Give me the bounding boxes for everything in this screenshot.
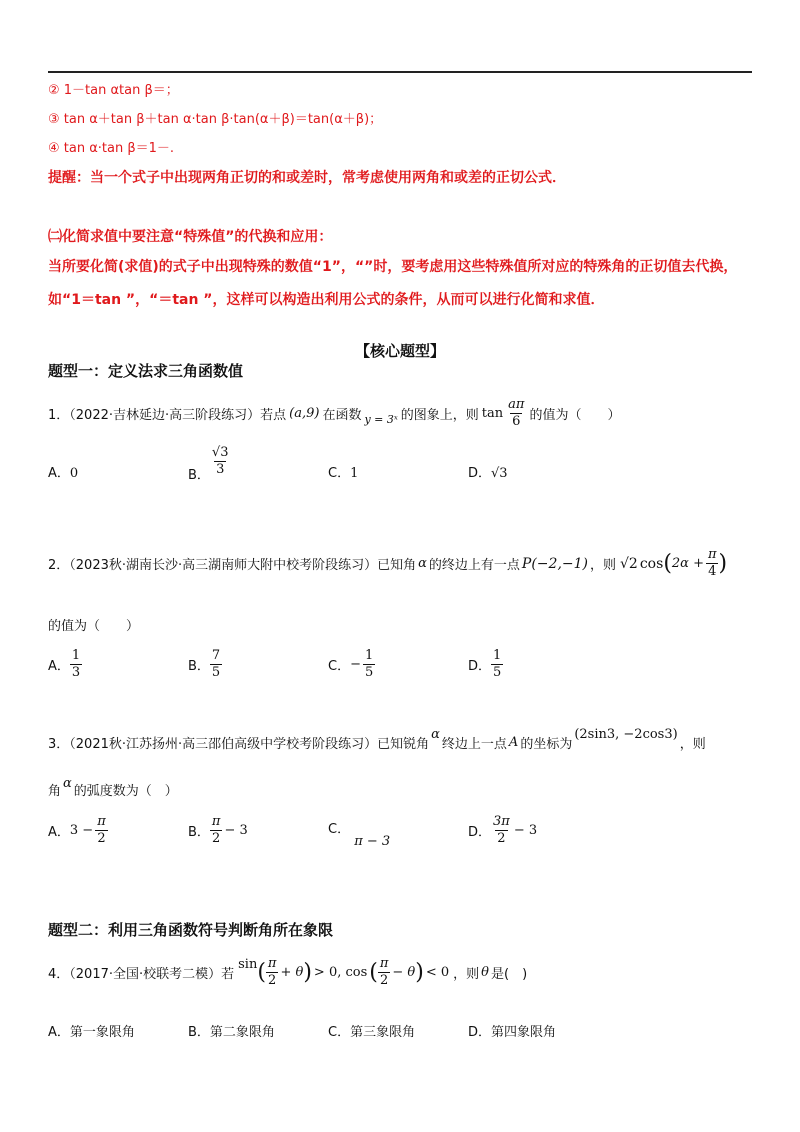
frac-num: 1	[364, 648, 374, 663]
q2-point: P(−2,−1)	[521, 555, 588, 572]
q4-lparen-1: (	[257, 960, 266, 985]
option-label: A．	[48, 825, 70, 840]
q3-option-b[interactable]	[188, 814, 248, 847]
formula-line-2: ② 1－tan αtan β＝；	[48, 83, 179, 98]
q4-rparen-2: )	[415, 960, 424, 985]
q1-mid: 在函数	[322, 408, 362, 423]
frac-num: π	[97, 814, 106, 829]
q1-frac-den: 6	[512, 414, 521, 429]
q2-cos: cos	[639, 555, 664, 572]
option-after: − 3	[513, 823, 538, 838]
option-label: C．	[328, 466, 351, 481]
q2-option-d[interactable]	[468, 648, 503, 681]
reminder-text: 提醒：当一个式子中出现两角正切的和或差时，常考虑使用两角和或差的正切公式．	[48, 170, 566, 186]
frac-num: √3	[211, 445, 229, 460]
frac-den: 3	[216, 462, 225, 477]
q1-prefix: 1．（2022·吉林延边·高三阶段练习）若点	[48, 408, 287, 423]
question-1	[48, 397, 620, 430]
q3-line-2	[48, 776, 178, 799]
option-fraction	[210, 814, 223, 847]
q4-option-a[interactable]	[48, 1021, 135, 1040]
q1-option-d[interactable]	[468, 462, 508, 481]
q1-func: y = 3ˣ	[364, 413, 398, 426]
option-label: B．	[188, 825, 210, 840]
q2-frac-num: π	[707, 547, 717, 562]
special-value-line-2: 如“1＝tan ”，“＝tan ”，这样可以构造出利用公式的条件，从而可以进行化简和求值．	[48, 292, 605, 308]
q3-option-d[interactable]	[468, 814, 537, 847]
q4-sin: sin	[238, 957, 258, 972]
q4-prefix: 4．（2017·全国·校联考二模）若	[48, 967, 235, 982]
option-label: C．	[328, 822, 351, 837]
q3-line2-a: 角	[48, 784, 62, 799]
option-label: A．	[48, 1025, 70, 1040]
header-rule	[48, 71, 752, 73]
option-value: 1	[350, 466, 359, 481]
q2-mid: 的终边上有一点	[428, 558, 520, 573]
option-before: 3 −	[69, 823, 94, 838]
q2-frac	[706, 547, 719, 580]
option-value: √3	[491, 466, 508, 481]
option-label: C．	[328, 659, 351, 674]
q3-line2-alpha: α	[63, 776, 72, 791]
frac-den: 2	[97, 831, 106, 846]
option-label: B．	[188, 1025, 210, 1040]
q3-suffix: ，则	[679, 737, 706, 752]
frac-den: 5	[493, 665, 502, 680]
q4-cos-tail: − θ	[392, 965, 416, 980]
option-fraction	[491, 814, 512, 847]
option-label: A．	[48, 466, 70, 481]
frac-num: 7	[211, 648, 221, 663]
frac-num: 3π	[493, 814, 510, 829]
formula-line-3: ③ tan α＋tan β＋tan α·tan β·tan(α＋β)＝tan(α＋β)；	[48, 112, 383, 127]
q2-prefix: 2．（2023秋·湖南长沙·高三湖南师大附中校考阶段练习）已知角	[48, 558, 417, 573]
q4-end: < 0	[425, 965, 450, 980]
q3-alpha: α	[431, 727, 440, 742]
q2-mid2: ，则	[590, 558, 617, 573]
q4-option-d[interactable]	[468, 1021, 556, 1040]
q4-sin-frac	[266, 956, 279, 989]
question-3	[48, 727, 706, 752]
frac-den: 5	[211, 665, 221, 680]
q4-rparen-1: )	[303, 960, 312, 985]
q1-option-c[interactable]	[328, 462, 358, 481]
q2-option-c[interactable]	[328, 648, 375, 681]
q2-coef: √2	[620, 555, 638, 572]
option-value: 第三象限角	[350, 1025, 416, 1040]
option-label: B．	[188, 659, 210, 674]
q4-cos-frac	[378, 956, 391, 989]
formula-line-4: ④ tan α·tan β＝1－.	[48, 141, 175, 156]
option-fraction	[363, 648, 375, 681]
q1-option-a[interactable]	[48, 462, 78, 481]
option-label: D．	[468, 825, 492, 840]
frac-den: 2	[379, 973, 389, 988]
q3-option-a[interactable]	[48, 814, 108, 847]
question-2	[48, 547, 727, 580]
q1-frac-num: aπ	[508, 397, 525, 412]
option-fraction	[95, 814, 108, 847]
frac-num: π	[267, 956, 277, 971]
q4-theta: θ	[481, 965, 489, 980]
option-label: D．	[468, 1025, 492, 1040]
q1-suffix: 的值为（ ）	[529, 408, 621, 423]
option-value: π − 3	[354, 834, 391, 849]
option-value: 第二象限角	[209, 1025, 275, 1040]
frac-den: 5	[364, 665, 374, 680]
frac-den: 3	[71, 665, 81, 680]
q4-option-c[interactable]	[328, 1021, 415, 1040]
frac-den: 2	[497, 831, 506, 846]
option-fraction	[70, 648, 82, 681]
option-label: D．	[468, 466, 492, 481]
q2-inner: 2α +	[671, 556, 704, 571]
q4-suffix: ，则	[453, 967, 480, 982]
q2-option-a[interactable]	[48, 648, 82, 681]
q4-option-b[interactable]	[188, 1021, 275, 1040]
q3-point-a: A	[508, 735, 519, 750]
q1-point: (a,9)	[289, 406, 320, 421]
special-value-line-1: 当所要化简(求值)的式子中出现特殊的数值“1”，“”时，要考虑用这些特殊值所对应的特殊角的正切值去代换，	[48, 259, 738, 275]
q3-coords: (2sin3, −2cos3)	[574, 727, 678, 742]
option-value: 第四象限角	[491, 1025, 557, 1040]
core-title: 【核心题型】	[354, 342, 445, 360]
q4-suffix2: 是( )	[491, 967, 528, 982]
frac-num: 1	[71, 648, 81, 663]
option-fraction	[491, 648, 503, 681]
q2-line-2: 的值为（ ）	[48, 619, 140, 634]
type2-title: 题型二：利用三角函数符号判断角所在象限	[48, 921, 334, 939]
option-label: C．	[328, 1025, 351, 1040]
option-fraction	[210, 445, 231, 478]
q4-lparen-2: (	[369, 960, 378, 985]
option-label: B．	[188, 468, 210, 483]
q2-frac-den: 4	[708, 564, 717, 579]
option-value: 第一象限角	[69, 1025, 135, 1040]
frac-den: 2	[268, 973, 277, 988]
option-value: 0	[69, 466, 79, 481]
frac-den: 2	[212, 831, 221, 846]
q1-tan: tan	[481, 406, 504, 421]
q2-lparen: (	[663, 551, 672, 576]
q3-option-c[interactable]	[328, 818, 391, 849]
question-4	[48, 956, 527, 989]
type1-title: 题型一：定义法求三角函数值	[48, 362, 244, 380]
q4-sin-tail: + θ	[280, 965, 304, 980]
option-sign: −	[350, 657, 361, 672]
frac-num: π	[379, 956, 389, 971]
q4-mid: > 0, cos	[313, 965, 368, 980]
q3-line2-b: 的弧度数为（ ）	[73, 784, 178, 799]
q1-option-b[interactable]	[188, 440, 230, 483]
q3-mid: 终边上一点	[441, 737, 507, 752]
frac-num: 1	[493, 648, 502, 663]
q3-mid2: 的坐标为	[520, 737, 573, 752]
option-after: − 3	[224, 823, 248, 838]
q2-rparen: )	[718, 551, 728, 576]
q2-option-b[interactable]	[188, 648, 222, 681]
q1-mid2: 的图象上，则	[400, 408, 479, 423]
frac-num: π	[211, 814, 221, 829]
special-value-title: ㈡化简求值中要注意“特殊值”的代换和应用：	[48, 229, 333, 245]
option-label: A．	[48, 659, 70, 674]
option-label: D．	[468, 659, 492, 674]
q2-alpha: α	[418, 556, 427, 571]
option-fraction	[210, 648, 222, 681]
q3-prefix: 3．（2021秋·江苏扬州·高三邵伯高级中学校考阶段练习）已知锐角	[48, 737, 430, 752]
q1-fraction	[506, 397, 526, 430]
